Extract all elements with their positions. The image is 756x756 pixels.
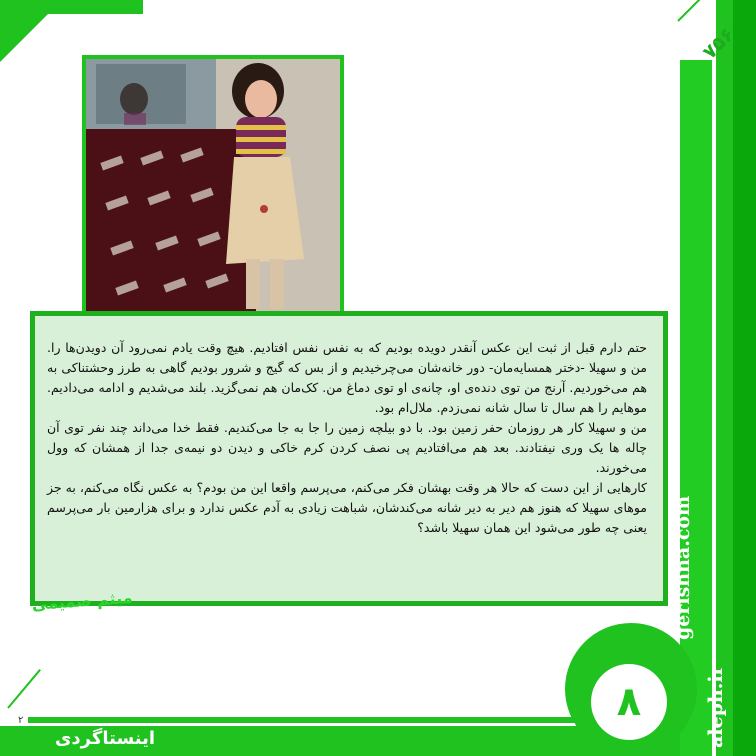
article-paragraph: حتم دارم قبل از ثبت این عکس آنقدر دویده بودیم که به نفس نفس افتادیم. هیچ وقت یادم نمی‌رود آن دویدن‌ها را. من و سهیلا -دختر همسایه‌مان- دور خانه‌شان می‌چرخیدیم و از بس که گیج و شرور بودیم گاهی به طرز وحشتناکی به هم می‌خوردیم. آرنج من توی دنده‌ی او، چانه‌ی او توی دماغ من. کک‌مان هم نمی‌گزید. بلند می‌شدیم و ادامه می‌دادیم. موهایم را هم سال تا سال شانه نمی‌زدم. ملال‌ام بود. [47, 340, 647, 415]
article-text [47, 338, 647, 588]
top-stripe [35, 0, 143, 14]
article-paragraph: کارهایی از این دست که حالا هر وقت بهشان فکر می‌کنم، می‌پرسم واقعا این من بودم؟ به عکس نگاه می‌کنم، به جز موهای سهیلا که هنوز هم دیر به دیر شانه می‌کندشان، شباهت زیادی به آدم عکس ندارد و برای هزارمین بار می‌پرسم یعنی چه طور می‌شود این همان سهیلا باشد؟ [47, 480, 647, 535]
author-name: میثم صمیمی [31, 587, 134, 614]
article-paragraph: من و سهیلا کار هر روزمان حفر زمین بود. با دو بیلچه زمین را جا به جا می‌کندیم. فقط خدا می‌داند چند نفر توی آن چاله ها یک وری نیفتادند. بعد هم می‌افتادیم پی نصف کردن کرم خاکی و دیدن دو نیمه‌ی جدا از همشان که وول می‌خورند. [47, 420, 647, 475]
childhood-photo [86, 59, 340, 321]
section-label: اینستاگردی [54, 728, 156, 749]
section-number: ۸ [616, 679, 642, 725]
site-label-gerishna: gerishna.com [672, 495, 694, 640]
corner-line-decoration [7, 669, 41, 709]
photo-illustration [86, 59, 340, 321]
site-label-aleph: aleph.ir [705, 665, 727, 748]
article-box [30, 311, 668, 606]
page-number: ۷۵۶ [698, 23, 739, 64]
right-bar-edge [733, 0, 756, 756]
small-page-marker: ۲ [18, 715, 24, 726]
